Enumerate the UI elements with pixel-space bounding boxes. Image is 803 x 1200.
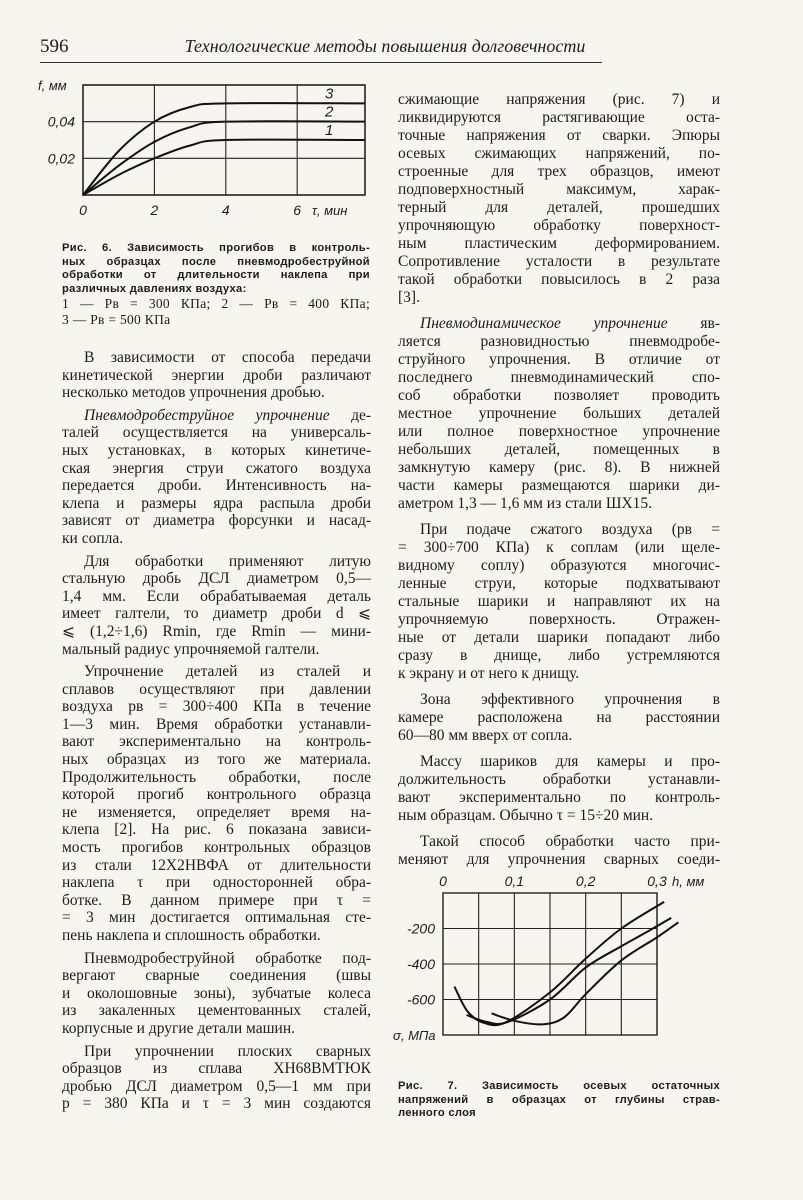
text-line: которой прогиб контрольного образца: [62, 786, 371, 804]
text-line: 1,4 мм. Если обрабатываемая деталь: [62, 587, 371, 605]
caption-block: [62, 242, 370, 296]
paragraph: [62, 553, 371, 659]
text-line: ⩽ (1,2÷1,6) Rmin, где Rmin — мини-: [62, 622, 371, 640]
text-line: части камеры размещаются шарики ди-: [398, 477, 720, 494]
figure-7-caption: [398, 1080, 720, 1121]
text-line: воздуха pв = 300÷400 КПа в течение: [62, 698, 371, 716]
text-line: При подаче сжатого воздуха (pв =: [420, 521, 720, 538]
x-tick-label: 0,3: [647, 873, 667, 889]
x-tick-label: 6: [293, 202, 302, 218]
header-rule: [40, 62, 602, 63]
series-line-1: [83, 140, 365, 195]
text-line: осевых сжимающих напряжений, по-: [398, 145, 720, 162]
text-line: талей осуществляется на универсаль-: [62, 424, 371, 442]
figure-6-chart: [30, 70, 375, 230]
text-line: образцов из сплава ХН68ВМТЮК: [62, 1060, 371, 1078]
text-line: Такой способ обработки часто при-: [420, 833, 720, 850]
text-line: к экрану и от него к днищу.: [398, 665, 580, 682]
x-tick-label: 0,1: [504, 873, 525, 889]
text-line: сплавов осуществляют при давлении: [62, 680, 371, 698]
paragraph: [398, 833, 720, 869]
text-line: мость прогибов контрольных образцов: [62, 839, 371, 857]
text-line: пень наклепа и сплошность обработки.: [62, 927, 321, 944]
caption-line: Рис. 7. Зависимость осевых остаточных: [398, 1080, 720, 1092]
text-line: передается дроби. Интенсивность на-: [62, 477, 371, 495]
x-axis-label: h, мм: [672, 874, 705, 889]
paragraph: [62, 349, 371, 402]
text-line: [398, 315, 720, 333]
page-number: 596: [40, 36, 69, 57]
text-line: При упрочнении плоских сварных: [84, 1042, 371, 1060]
text-line: клепа и размеры ядра распыла дроби: [62, 494, 371, 512]
text-line: ных образцах из того же материала.: [62, 751, 371, 769]
text-line: вергают сварные соединения (швы: [62, 967, 371, 985]
text-line: Для обработки применяют литую: [84, 552, 371, 570]
text-line: вают экспериментально по контроль-: [398, 789, 720, 806]
text-line: 1—3 мин. Время обработки устанавли-: [62, 715, 371, 733]
text-line: камере расположена на расстоянии: [398, 709, 720, 726]
text-line: сразу в днище, либо устремляются: [398, 647, 720, 664]
text-line: [3].: [398, 289, 420, 306]
text-line: вают экспериментально на контроль-: [62, 733, 371, 751]
x-tick-label: 4: [221, 202, 230, 218]
text-line: В зависимости от способа передачи: [84, 349, 371, 366]
text-line: должительность обработки устанавли-: [398, 771, 720, 788]
italic-term: Пневмодробеструйное упрочнение: [84, 406, 330, 424]
text-line: стальные шарики и направляют их на: [398, 593, 720, 610]
text-line: 60—80 мм вверх от сопла.: [398, 727, 573, 744]
text-line: стальную дробь ДСЛ диаметром 0,5—: [62, 570, 371, 588]
text-line: ные от детали шарики попадают либо: [398, 629, 720, 646]
text-line: соб обработки позволяет проводить: [398, 387, 720, 404]
y-tick-label: -200: [406, 920, 435, 937]
caption-line: ных образцах после пневмодробеструйной: [62, 255, 370, 268]
text-line: терный для деталей, прошедших: [398, 199, 720, 216]
paragraph: [398, 691, 720, 745]
text-line: наклепа τ при односторонней обра-: [62, 874, 371, 892]
text-line: ликвидируются растягивающие оста-: [398, 109, 720, 126]
text-line: из стали 12Х2НВФА от длительности: [62, 856, 371, 874]
text-line: зависят от диаметра форсунки и насад-: [62, 512, 371, 530]
text-line: или полное поверхностное упрочнение: [398, 423, 720, 440]
text-line: = 300÷700 КПа) к соплам (или щеле-: [398, 539, 720, 556]
x-tick-label: 0,2: [575, 873, 596, 889]
text-line: Продолжительность обработки, после: [62, 768, 371, 786]
text-line: точные напряжения от сварки. Эпюры: [398, 127, 720, 144]
text-line: ки сопла.: [62, 529, 124, 547]
figure-6-caption: [62, 242, 370, 328]
y-tick-label: 0,04: [47, 113, 75, 130]
figure-7-chart: [390, 868, 735, 1053]
text-line: [62, 407, 371, 425]
paragraph: [398, 521, 720, 683]
text-line: замкнутую камеру (рис. 8). В нижней: [398, 459, 720, 476]
x-tick-label: 2: [150, 202, 159, 218]
caption-block: [398, 1080, 720, 1121]
text-line: струйного упрочнения. В отличие от: [398, 351, 720, 368]
paragraph: [398, 315, 720, 513]
y-tick-label: -600: [406, 991, 435, 1008]
text-line: p = 380 КПа и τ = 3 мин создаются: [62, 1095, 371, 1113]
series-label: 3: [325, 85, 334, 103]
paragraph: [62, 950, 371, 1038]
caption-line: напряжений в образцах от глубины страв-: [398, 1093, 720, 1106]
text-span: яв-: [667, 315, 720, 332]
text-line: местное упрочнение больших деталей: [398, 405, 720, 422]
text-line: ным образцам. Обычно τ = 15÷20 мин.: [398, 807, 654, 824]
text-line: корпусные и другие детали машин.: [62, 1019, 296, 1037]
left-text-column: [62, 349, 371, 1118]
caption-line: 1 — Pв = 300 КПа; 2 — Pв = 400 КПа;: [62, 296, 370, 311]
y-axis-label: σ, МПа: [393, 1028, 436, 1043]
y-tick-label: 0,02: [47, 150, 75, 167]
caption-line: Рис. 6. Зависимость прогибов в контроль-: [62, 242, 370, 254]
text-line: ботке. В данном примере при τ =: [62, 891, 371, 909]
text-line: аметром 1,3 — 1,6 мм из стали ШХ15.: [398, 495, 653, 512]
paragraph: [62, 1043, 371, 1113]
x-tick-label: 0: [439, 873, 447, 889]
text-line: Пневмодробеструйной обработке под-: [84, 949, 371, 967]
text-line: = 3 мин достигается оптимальная сте-: [62, 909, 371, 927]
running-title: Технологические методы повышения долговечности: [184, 36, 586, 56]
text-line: ская энергия струи сжатого воздуха: [62, 459, 371, 477]
text-line: ляется разновидностью пневмодробе-: [398, 333, 720, 350]
text-line: Упрочнение деталей из сталей и: [84, 663, 371, 681]
text-line: строенные для трех образцов, имеют: [398, 163, 720, 180]
text-line: из закаленных цементованных сталей,: [62, 1002, 371, 1020]
text-line: клепа [2]. На рис. 6 показана зависи-: [62, 821, 371, 839]
x-tick-label: 0: [79, 202, 87, 218]
paragraph: [398, 91, 720, 307]
text-line: мальный радиус упрочняемой галтели.: [62, 640, 320, 658]
series-line-c: [492, 922, 679, 1024]
series-label: 2: [325, 103, 334, 121]
x-axis-label: τ, мин: [312, 203, 348, 218]
text-line: сжимающие напряжения (рис. 7) и: [398, 91, 720, 108]
text-line: такой обработки повысилось в 2 раза: [398, 271, 720, 288]
text-line: имеет галтели, то диаметр дроби d ⩽: [62, 605, 371, 623]
series-line-3: [83, 103, 365, 195]
text-line: кинетической энергии дроби различают: [62, 366, 371, 384]
text-line: несколько методов упрочнения дробью.: [62, 384, 325, 402]
text-line: меняют для упрочнения сварных соеди-: [398, 851, 720, 868]
text-span: де-: [329, 406, 371, 424]
text-line: дробью ДСЛ диаметром 0,5—1 мм при: [62, 1077, 371, 1095]
y-tick-label: -400: [406, 956, 435, 972]
series-label: 1: [325, 122, 334, 139]
text-line: упрочняемую поверхность. Отражен-: [398, 611, 720, 628]
series-line-b: [467, 918, 672, 1024]
caption-line: обработки от длительности наклепа при: [62, 269, 370, 281]
text-line: ным пластическим деформированием.: [398, 235, 720, 252]
caption-line: ленного слоя: [398, 1107, 476, 1119]
caption-line: 3 — Pв = 500 КПа: [62, 312, 171, 327]
text-line: упрочняющую обработку поверхност-: [398, 217, 720, 234]
caption-line: различных давлениях воздуха:: [62, 282, 247, 295]
paragraph: [62, 663, 371, 945]
text-line: ленные струи, которые подхватывают: [398, 575, 720, 592]
y-axis-label: f, мм: [38, 78, 67, 93]
text-line: последнего пневмодинамический спо-: [398, 369, 720, 386]
text-line: не изменяется, определяет время на-: [62, 803, 371, 821]
text-line: Сопротивление усталости в результате: [398, 253, 720, 270]
paragraph: [398, 753, 720, 825]
text-line: подповерхностный максимум, харак-: [398, 181, 720, 198]
text-line: небольших деталей, помещенных в: [398, 441, 720, 458]
text-line: ных установках, в которых кинетиче-: [62, 441, 371, 459]
text-line: видному соплу) образуются многочис-: [398, 557, 720, 574]
caption-block: [62, 296, 370, 328]
text-line: Массу шариков для камеры и про-: [420, 753, 720, 770]
right-text-column: [398, 91, 720, 877]
italic-term: Пневмодинамическое упрочнение: [420, 315, 668, 332]
text-line: и околошовные зоны), зубчатые колеса: [62, 984, 371, 1002]
paragraph: [62, 407, 371, 548]
text-line: Зона эффективного упрочнения в: [420, 691, 720, 708]
